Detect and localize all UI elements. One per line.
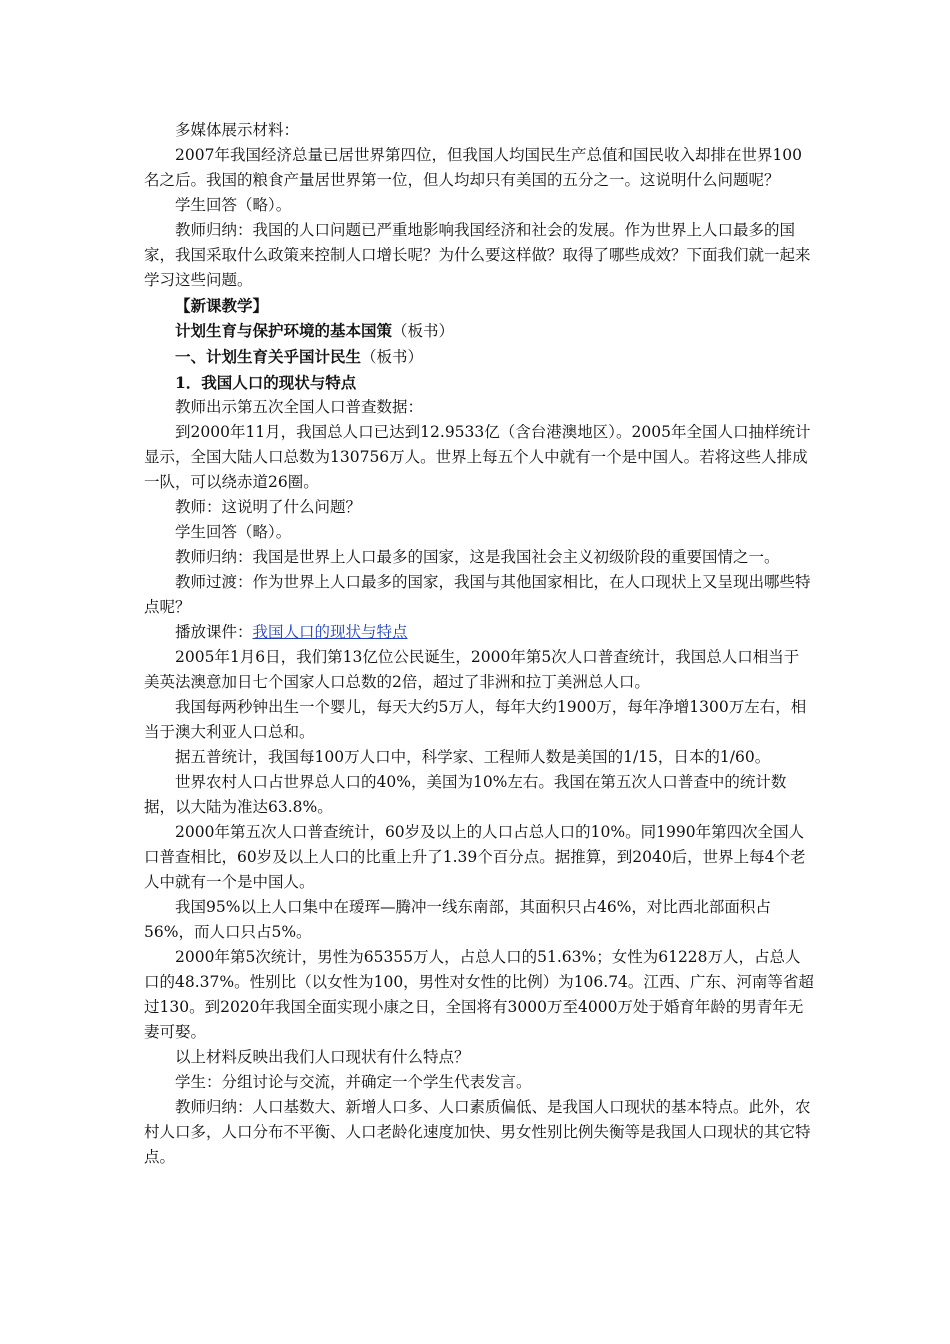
- paragraph: 教师归纳：我国的人口问题已严重地影响我国经济和社会的发展。作为世界上人口最多的国家，我国采取什么政策来控制人口增长呢？为什么要这样做？取得了哪些成效？下面我们就一起来学习这些问题。: [144, 221, 811, 289]
- paragraph: 学生回答（略）。: [175, 196, 292, 214]
- subsection-title-text: 一、计划生育关乎国计民生: [175, 347, 362, 366]
- subsection-title: [144, 344, 814, 370]
- courseware-label: 播放课件：: [175, 623, 253, 641]
- lesson-content: [144, 118, 814, 1170]
- paragraph: 世界农村人口占世界总人口的40%，美国为10%左右。我国在第五次人口普查中的统计数据，以大陆为准达63.8%。: [144, 773, 787, 816]
- paragraph: 教师归纳：人口基数大、新增人口多、人口素质偏低、是我国人口现状的基本特点。此外，农村人口多，人口分布不平衡、人口老龄化速度加快、男女性别比例失衡等是我国人口现状的其它特点。: [144, 1098, 811, 1166]
- paragraph: 我国95%以上人口集中在瑷珲—腾冲一线东南部，其面积只占46%，对比西北部面积占56%，而人口只占5%。: [144, 898, 771, 941]
- paragraph: 学生：分组讨论与交流，并确定一个学生代表发言。: [175, 1073, 532, 1091]
- section-title-text: 计划生育与保护环境的基本国策: [175, 321, 393, 340]
- topic-title: 1．我国人口的现状与特点: [175, 373, 357, 392]
- paragraph: 我国每两秒钟出生一个婴儿，每天大约5万人，每年大约1900万，每年净增1300万左右，相当于澳大利亚人口总和。: [144, 698, 807, 741]
- courseware-link[interactable]: 我国人口的现状与特点: [252, 623, 408, 641]
- paragraph: 2000年第5次统计，男性为65355万人，占总人口的51.63%；女性为61228万人，占总人口的48.37%。性别比（以女性为100，男性对女性的比例）为106.74。江西、广东、河南等省超过130。到2020年我国全面实现小康之日，全国将有3000万至4000万处于婚育年龄的男青年无妻可娶。: [144, 948, 814, 1041]
- paragraph: 教师出示第五次全国人口普查数据：: [175, 398, 424, 416]
- subsection-title-note: （板书）: [361, 348, 424, 366]
- paragraph: 2007年我国经济总量已居世界第四位，但我国人均国民生产总值和国民收入却排在世界100名之后。我国的粮食产量居世界第一位，但人均却只有美国的五分之一。这说明什么问题呢？: [144, 146, 803, 189]
- paragraph: 到2000年11月，我国总人口已达到12.9533亿（含台港澳地区）。2005年全国人口抽样统计显示，全国大陆人口总数为130756万人。世界上每五个人中就有一个是中国人。若将这些人排成一队，可以绕赤道26圈。: [144, 423, 811, 491]
- paragraph: 2000年第五次人口普查统计，60岁及以上的人口占总人口的10%。同1990年第四次全国人口普查相比，60岁及以上人口的比重上升了1.39个百分点。据推算，到2040后，世界上每4个老人中就有一个是中国人。: [144, 823, 806, 891]
- paragraph: 教师过渡：作为世界上人口最多的国家，我国与其他国家相比，在人口现状上又呈现出哪些特点呢？: [144, 573, 811, 616]
- paragraph: 据五普统计，我国每100万人口中，科学家、工程师人数是美国的1/15，日本的1/60。: [175, 748, 771, 766]
- section-title-note: （板书）: [392, 322, 455, 340]
- paragraph: 教师：这说明了什么问题？: [175, 498, 362, 516]
- paragraph: 2005年1月6日，我们第13亿位公民诞生，2000年第5次人口普查统计，我国总人口相当于美英法澳意加日七个国家人口总数的2倍，超过了非洲和拉丁美洲总人口。: [144, 648, 800, 691]
- courseware-line: [144, 620, 814, 645]
- section-heading: 【新课教学】: [175, 296, 269, 315]
- paragraph: 学生回答（略）。: [175, 523, 292, 541]
- paragraph: 多媒体展示材料：: [175, 121, 300, 139]
- paragraph: 以上材料反映出我们人口现状有什么特点？: [175, 1048, 470, 1066]
- paragraph: 教师归纳：我国是世界上人口最多的国家，这是我国社会主义初级阶段的重要国情之一。: [175, 548, 780, 566]
- section-title: [144, 318, 814, 344]
